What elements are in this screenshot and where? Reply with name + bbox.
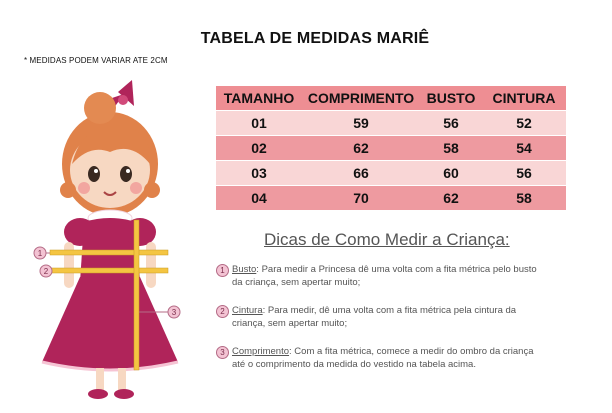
tip-term: Cintura <box>232 305 263 316</box>
marker-1: 1 <box>37 249 43 258</box>
tip-text-continued: criança, sem apertar muito; <box>232 318 348 329</box>
table-cell: 70 <box>353 190 369 206</box>
tip-text: : Para medir, dê uma volta com a fita métrica pela cintura da <box>262 305 517 316</box>
tip-text-continued: da criança, sem apertar muito; <box>232 277 361 288</box>
girl-illustration <box>28 72 198 402</box>
table-cell: 58 <box>443 140 459 156</box>
header-cell: COMPRIMENTO <box>307 90 415 106</box>
number-1-icon: 1 <box>216 264 229 277</box>
table-row <box>216 135 566 160</box>
table-cell: 04 <box>251 190 267 206</box>
table-cell: 62 <box>443 190 459 206</box>
marker-2: 2 <box>43 267 49 276</box>
tip-length <box>216 346 566 371</box>
tip-text: : Com a fita métrica, comece a medir do ombro da criança <box>289 346 534 357</box>
header-cell: BUSTO <box>426 90 476 106</box>
number-3-icon: 3 <box>216 346 229 359</box>
page-title: TABELA DE MEDIDAS MARIÊ <box>200 30 430 47</box>
length-tape <box>134 220 139 370</box>
waist-tape <box>50 268 168 273</box>
tip-bust <box>216 264 566 289</box>
bust-tape <box>50 250 168 255</box>
tip-text-continued: até o comprimento da medida do vestido na tabela acima. <box>232 359 476 370</box>
table-row <box>216 160 566 185</box>
table-cell: 52 <box>516 115 532 131</box>
marker-3: 3 <box>171 308 177 317</box>
table-cell: 58 <box>516 190 532 206</box>
table-cell: 56 <box>516 165 532 181</box>
table-cell: 66 <box>353 165 369 181</box>
measurement-note: * MEDIDAS PODEM VARIAR ATE 2CM <box>24 56 168 65</box>
table-cell: 01 <box>251 115 267 131</box>
table-header-row <box>216 86 566 110</box>
tip-text: : Para medir a Princesa dê uma volta com a fita métrica pelo busto <box>256 264 537 275</box>
table-cell: 62 <box>353 140 369 156</box>
tips-title: Dicas de Como Medir a Criança: <box>264 230 510 249</box>
tip-term: Comprimento <box>232 346 290 357</box>
table-cell: 54 <box>516 140 532 156</box>
tip-waist <box>216 305 566 330</box>
header-cell: TAMANHO <box>223 90 295 106</box>
table-row <box>216 110 566 135</box>
table-cell: 02 <box>251 140 267 156</box>
table-cell: 59 <box>353 115 369 131</box>
table-cell: 03 <box>251 165 267 181</box>
table-cell: 56 <box>443 115 459 131</box>
tip-term: Busto <box>232 264 257 275</box>
number-2-icon: 2 <box>216 305 229 318</box>
table-cell: 60 <box>443 165 459 181</box>
size-table <box>216 86 566 210</box>
header-cell: CINTURA <box>492 90 556 106</box>
table-row <box>216 185 566 210</box>
